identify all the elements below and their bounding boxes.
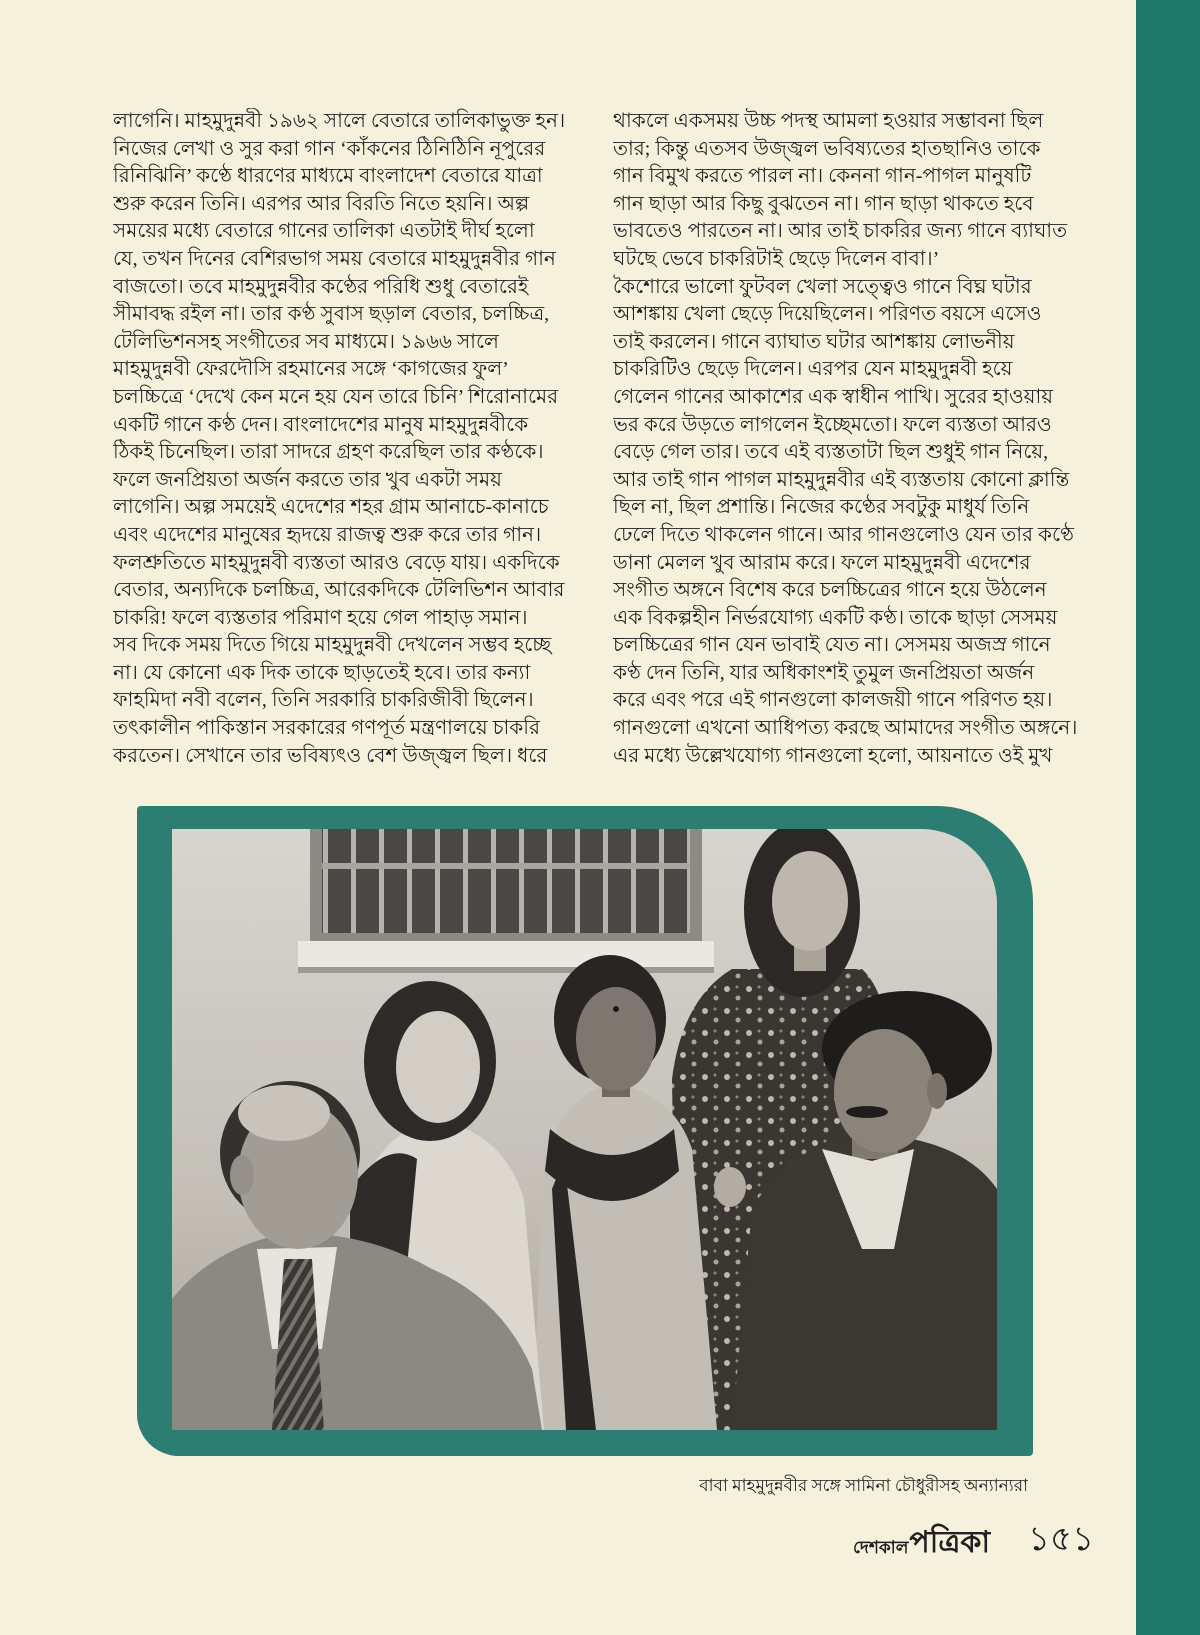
text-line: লাগেনি। অল্প সময়েই এদেশের শহর গ্রাম আনাচে-কানাচে xyxy=(113,496,549,519)
photo-caption: বাবা মাহমুদুন্নবীর সঙ্গে সামিনা চৌধুরীসহ অন্যান্যরা xyxy=(699,1476,1028,1495)
text-line: সীমাবদ্ধ রইল না। তার কণ্ঠ সুবাস ছড়াল বেতার, চলচ্চিত্র, xyxy=(113,303,550,326)
window-crossbar xyxy=(322,863,690,869)
text-line: ঠিকই চিনেছিল। তারা সাদরে গ্রহণ করেছিল তার কণ্ঠকে। xyxy=(113,441,544,464)
text-line: সময়ের মধ্যে বেতারে গানের তালিকা এতটাই দীর্ঘ হলো xyxy=(113,220,535,243)
text-line: ফলশ্রুতিতে মাহমুদুন্নবী ব্যস্ততা আরও বেড়ে যায়। একদিকে xyxy=(113,551,560,574)
girl-face xyxy=(772,851,848,951)
window xyxy=(298,829,714,973)
text-line: গান ছাড়া আর কিছু বুঝতেন না। গান ছাড়া থাকতে হবে xyxy=(613,192,1034,215)
man-left-bald-head xyxy=(238,1085,330,1141)
woman-left-face xyxy=(396,1011,480,1123)
text-line: এক বিকল্পহীন নির্ভরযোগ্য একটি কণ্ঠ। তাকে ছাড়া সেসময় xyxy=(613,606,1058,629)
text-line: এবং এদেশের মানুষের হৃদয়ে রাজত্ব শুরু করে তার গান। xyxy=(113,523,542,546)
man-left-ear xyxy=(230,1155,254,1195)
woman-center-face xyxy=(576,987,656,1091)
text-line: কণ্ঠ দেন তিনি, যার অধিকাংশই তুমুল জনপ্রিয়তা অর্জন xyxy=(613,661,1035,684)
text-line: তার; কিন্তু এতসব উজ্জ্বল ভবিষ্যতের হাতছানিও তাকে xyxy=(613,137,1041,160)
logo-text-patrika: পত্রিকা xyxy=(909,1526,991,1559)
text-line: লাগেনি। মাহমুদুন্নবী ১৯৬২ সালে বেতারে তালিকাভুক্ত হন। xyxy=(113,110,566,132)
man-right-ear xyxy=(927,1073,947,1109)
text-line: তাই করলেন। গানে ব্যাঘাত ঘটার আশঙ্কায় লোভনীয় xyxy=(613,330,1015,353)
text-line: মাহমুদুন্নবী ফেরদৌসি রহমানের সঙ্গে ‘কাগজের ফুল’ xyxy=(113,358,509,381)
text-line: বেড়ে গেল তার। তবে এই ব্যস্ততাটা ছিল শুধুই গান নিয়ে, xyxy=(613,441,1049,464)
page-number: ১৫১ xyxy=(1028,1521,1095,1558)
text-line: আশঙ্কায় খেলা ছেড়ে দিয়েছিলেন। পরিণত বয়সে এসেও xyxy=(613,303,1042,326)
text-line: কৈশোরে ভালো ফুটবল খেলা সত্ত্বেও গানে বিঘ্ন ঘটার xyxy=(613,275,1032,298)
text-line: না। যে কোনো এক দিক তাকে ছাড়তেই হবে। তার কন্যা xyxy=(113,661,531,684)
man-right-mustache xyxy=(846,1106,888,1118)
girl-hand xyxy=(714,1167,746,1207)
magazine-logo xyxy=(853,1519,1021,1563)
text-line: গানগুলো এখনো আধিপত্য করছে আমাদের সংগীত অঙ্গনে। xyxy=(613,717,1078,740)
text-line: তৎকালীন পাকিস্তান সরকারের গণপূর্ত মন্ত্রণালয়ে চাকরি xyxy=(113,717,541,740)
window-sill xyxy=(298,941,714,969)
text-line: শুরু করেন তিনি। এরপর আর বিরতি নিতে হয়নি। অল্প xyxy=(113,192,530,215)
text-line: যে, তখন দিনের বেশিরভাগ সময় বেতারে মাহমুদুন্নবীর গান xyxy=(113,247,556,270)
text-line: করতেন। সেখানে তার ভবিষ্যৎও বেশ উজ্জ্বল ছিল। ধরে xyxy=(113,744,548,767)
text-line: সংগীত অঙ্গনে বিশেষ করে চলচ্চিত্রের গানে হয়ে উঠলেন xyxy=(613,579,1047,602)
photo xyxy=(172,829,997,1430)
text-line: ঘটছে ভেবে চাকরিটাই ছেড়ে দিলেন বাবা।’ xyxy=(613,247,940,270)
text-line: গান বিমুখ করতে পারল না। কেননা গান-পাগল মানুষটি xyxy=(613,165,1032,188)
text-line: আর তাই গান পাগল মাহমুদুন্নবীর এই ব্যস্ততায় কোনো ক্লান্তি xyxy=(613,468,1070,491)
text-line: চলচ্চিত্রে ‘দেখে কেন মনে হয় যেন তারে চিনি’ শিরোনামের xyxy=(113,385,559,408)
text-line: ছিল না, ছিল প্রশান্তি। নিজের কণ্ঠের সবটুকু মাধুর্য তিনি xyxy=(613,496,1030,519)
text-line: গেলেন গানের আকাশের এক স্বাধীন পাখি। সুরের হাওয়ায় xyxy=(613,385,1054,408)
text-line: বেতার, অন্যদিকে চলচ্চিত্র, আরেকদিকে টেলিভিশন আবার xyxy=(113,579,565,602)
text-line: একটি গানে কণ্ঠ দেন। বাংলাদেশের মানুষ মাহমুদুন্নবীকে xyxy=(113,413,529,436)
text-line: থাকলে একসময় উচ্চ পদস্থ আমলা হওয়ার সম্ভাবনা ছিল xyxy=(613,110,1044,132)
window-bars xyxy=(322,829,690,933)
text-line: ভাবতেও পারতেন না। আর তাই চাকরির জন্য গানে ব্যাঘাত xyxy=(613,220,1068,243)
text-line: ভর করে উড়তে লাগলেন ইচ্ছেমতো। ফলে ব্যস্ততা আরও xyxy=(613,413,1052,436)
text-line: চাকরিটিও ছেড়ে দিলেন। এরপর যেন মাহমুদুন্নবী হয়ে xyxy=(613,358,1013,381)
text-line: এর মধ্যে উল্লেখযোগ্য গানগুলো হলো, আয়নাতে ওই মুখ xyxy=(613,744,1053,767)
text-line: নিজের লেখা ও সুর করা গান ‘কাঁকনের ঠিনিঠিনি নূপুরের xyxy=(113,137,546,160)
text-line: ঢেলে দিতে থাকলেন গানে। আর গানগুলোও যেন তার কণ্ঠে xyxy=(613,523,1074,546)
photo-frame xyxy=(137,806,1033,1456)
logo-text-deshkal: দেশকাল xyxy=(853,1538,909,1557)
text-line: টেলিভিশনসহ সংগীতের সব মাধ্যমে। ১৯৬৬ সালে xyxy=(113,330,499,353)
text-line: বাজতো। তবে মাহমুদুন্নবীর কণ্ঠের পরিধি শুধু বেতারেই xyxy=(113,275,529,298)
woman-center-bindi xyxy=(613,1006,619,1012)
window-sill-shadow xyxy=(298,967,714,973)
text-line: ডানা মেলল খুব আরাম করে। ফলে মাহমুদুন্নবী এদেশের xyxy=(613,551,1031,574)
text-line: চলচ্চিত্রের গান যেন ভাবাই যেত না। সেসময় অজস্র গানে xyxy=(613,634,1051,657)
photo-image xyxy=(172,829,997,1430)
text-line: রিনিঝিনি’ কণ্ঠে ধারণের মাধ্যমে বাংলাদেশ বেতারে যাত্রা xyxy=(113,165,543,188)
text-line: ফাহমিদা নবী বলেন, তিনি সরকারি চাকরিজীবী ছিলেন। xyxy=(113,689,534,712)
text-line: ফলে জনপ্রিয়তা অর্জন করতে তার খুব একটা সময় xyxy=(113,468,502,491)
text-line: চাকরি! ফলে ব্যস্ততার পরিমাণ হয়ে গেল পাহাড় সমান। xyxy=(113,606,528,629)
man-right-face xyxy=(834,1029,934,1153)
text-line: করে এবং পরে এই গানগুলো কালজয়ী গানে পরিণত হয়। xyxy=(613,689,1053,712)
text-line: সব দিকে সময় দিতে গিয়ে মাহমুদুন্নবী দেখলেন সম্ভব হচ্ছে xyxy=(113,634,552,657)
article-column-left xyxy=(113,108,575,770)
article-column-right xyxy=(613,108,1079,770)
teal-side-bar xyxy=(1136,0,1200,1635)
